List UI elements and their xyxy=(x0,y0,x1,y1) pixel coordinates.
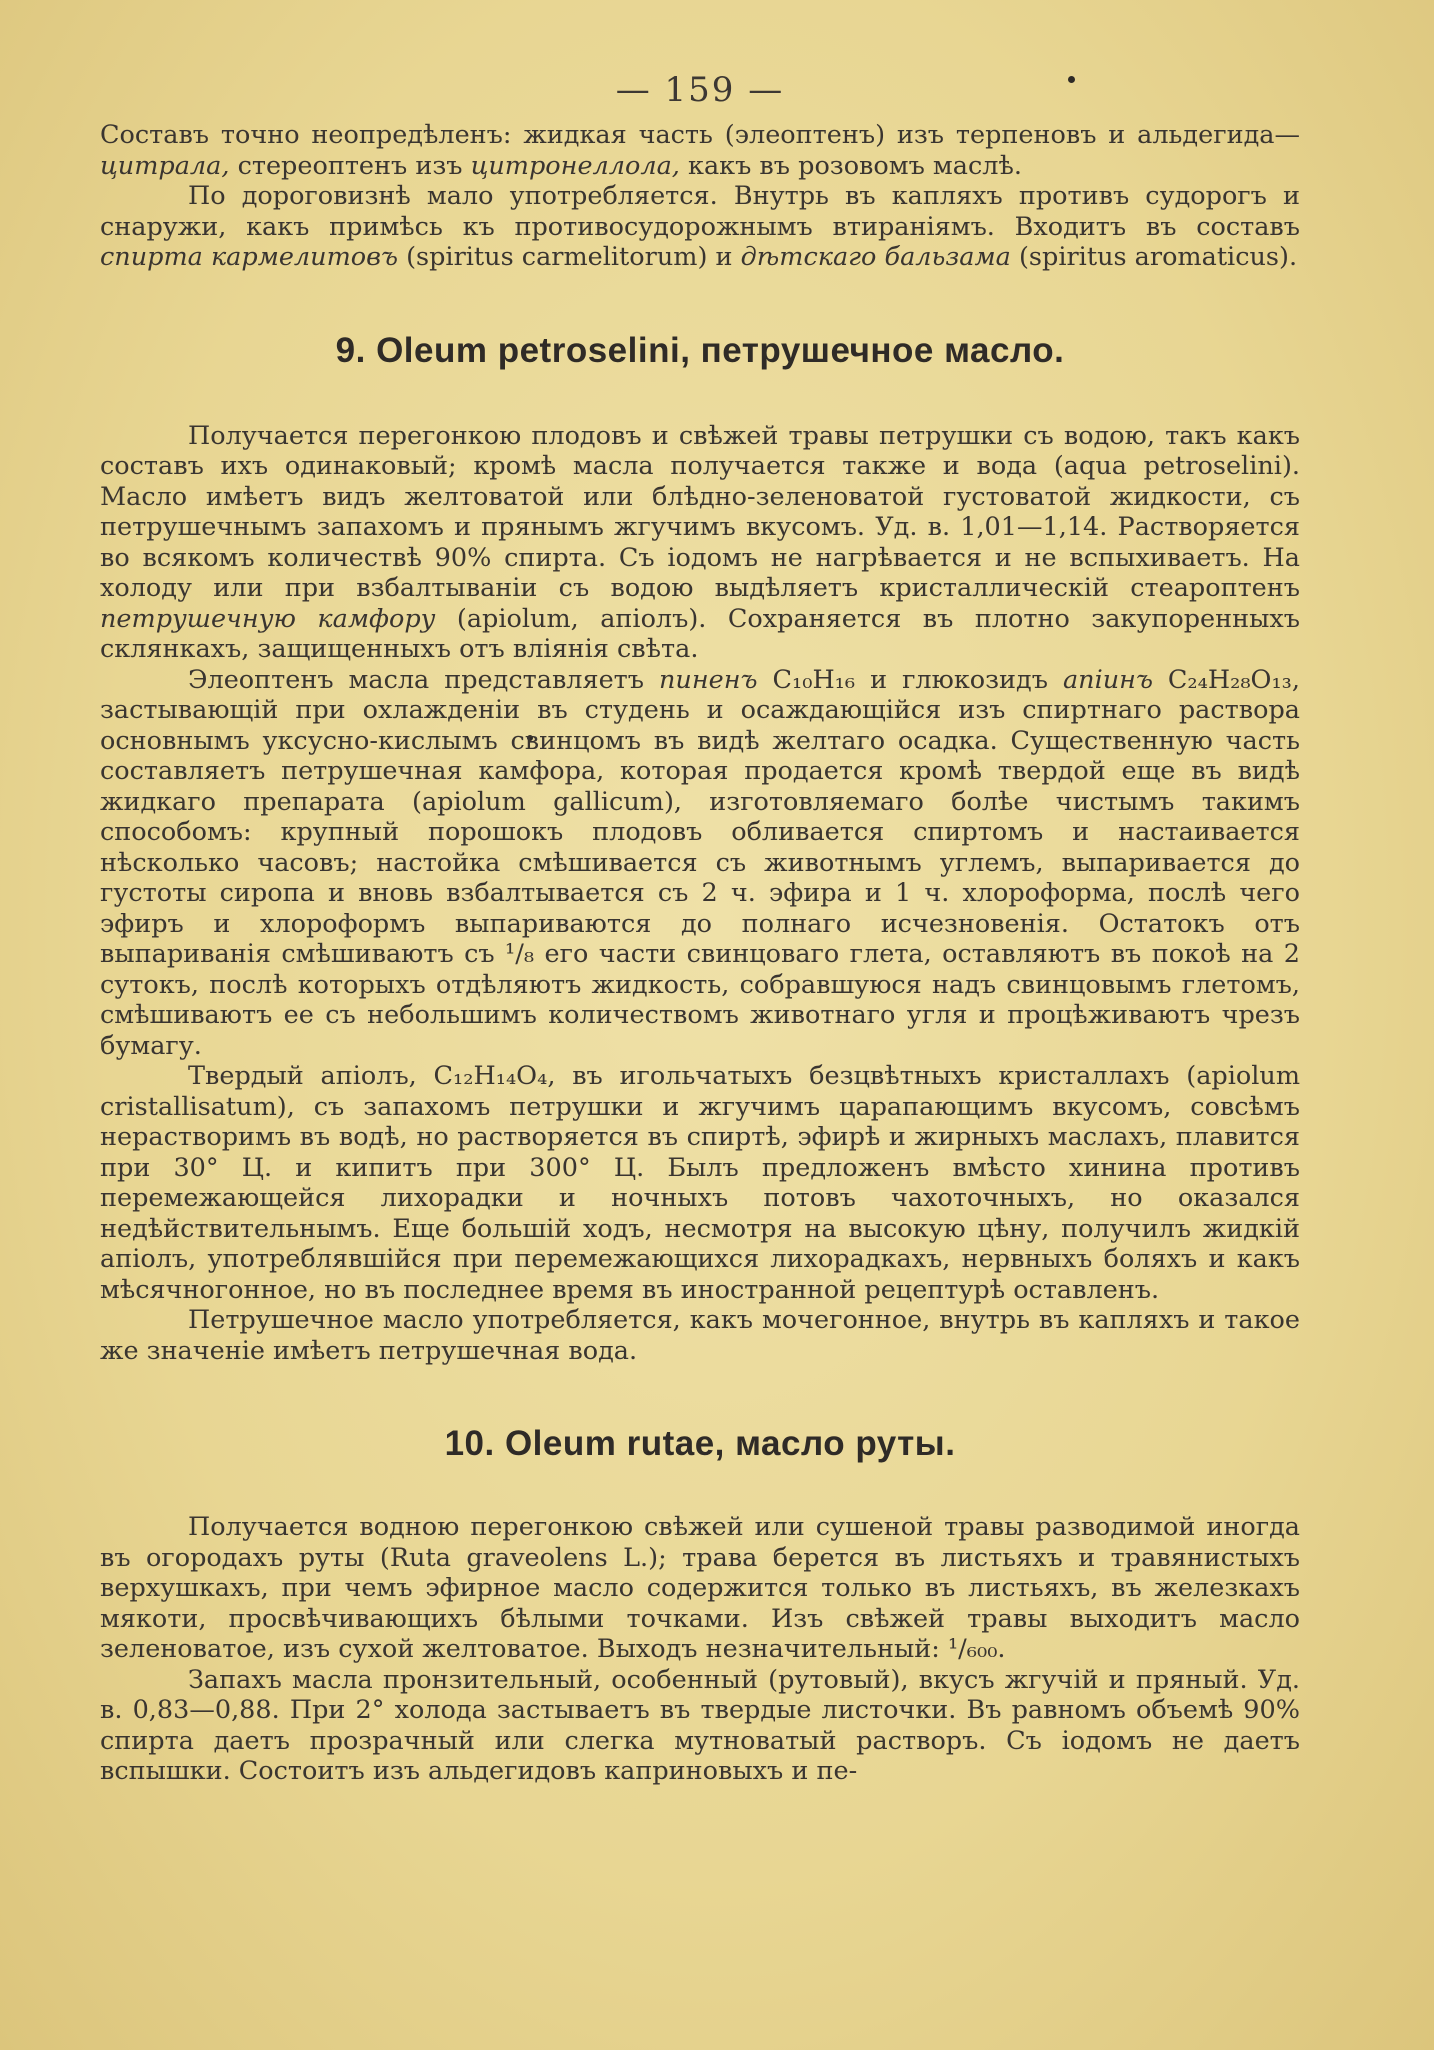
section-heading-rutae: 10. Oleum rutae, масло руты. xyxy=(444,1424,956,1463)
paragraph-rutae-properties: Запахъ масла пронзительный, особенный (рутовый), вкусъ жгучій и пряный. Уд. в. 0,83—0,88. При 2° холода застываетъ въ твердые листочки. Въ равномъ объемѣ 90% спирта даетъ прозрачный или слегка мутноватый растворъ. Съ іодомъ не даетъ вспышки. Состоитъ изъ альдегидовъ каприновыхъ и пе- xyxy=(100,1664,1300,1786)
intro-paragraph-usage: По дороговизнѣ мало употребляется. Внутрь въ капляхъ противъ судорогъ и снаружи, какъ примѣсь къ противосудорожнымъ втираніямъ. Входитъ въ составъ спирта кармелитовъ (spiritus carmelitorum) и дѣтскаго бальзама (spiritus aromaticus). xyxy=(100,181,1300,272)
intro-paragraph-composition: Составъ точно неопредѣленъ: жидкая часть (элеоптенъ) изъ терпеновъ и альдегида—цитрала, стереоптенъ изъ цитронеллола, какъ въ розовомъ маслѣ. xyxy=(100,120,1300,181)
section-heading-petroselini: 9. Oleum petroselini, петрушечное масло. xyxy=(335,330,1065,370)
page xyxy=(100,70,1300,1787)
page-number: — 159 — xyxy=(615,70,785,110)
paragraph-solid-apiol: Твердый апіолъ, C₁₂H₁₄O₄, въ игольчатыхъ безцвѣтныхъ кристаллахъ (apiolum cristallisatum), съ запахомъ петрушки и жгучимъ царапающимъ вкусомъ, совсѣмъ нерастворимъ въ водѣ, но растворяется въ спиртѣ, эфирѣ и жирныхъ маслахъ, плавится при 30° Ц. и кипитъ при 300° Ц. Былъ предложенъ вмѣсто хинина противъ перемежающейся лихорадки и ночныхъ потовъ чахоточныхъ, но оказался недѣйствительнымъ. Еще большій ходъ, несмотря на высокую цѣну, получилъ жидкій апіолъ, употреблявшійся при перемежающихся лихорадкахъ, нервныхъ боляхъ и какъ мѣсячногонное, но въ последнее время въ иностранной рецептурѣ оставленъ. xyxy=(100,1061,1300,1305)
paragraph-rutae-preparation: Получается водною перегонкою свѣжей или сушеной травы разводимой иногда въ огородахъ руты (Ruta graveolens L.); трава берется въ листьяхъ и травянистыхъ верхушкахъ, при чемъ эфирное масло содержится только въ листьяхъ, въ железкахъ мякоти, просвѣчивающихъ бѣлыми точками. Изъ свѣжей травы выходитъ масло зеленоватое, изъ сухой желтоватое. Выходъ незначительный: ¹/₆₀₀. xyxy=(100,1512,1300,1664)
paragraph-petroselini-usage: Петрушечное масло употребляется, какъ мочегонное, внутрь въ капляхъ и такое же значеніе имѣетъ петрушечная вода. xyxy=(100,1305,1300,1366)
paragraph-petroselini-preparation: Получается перегонкою плодовъ и свѣжей травы петрушки съ водою, такъ какъ составъ ихъ одинаковый; кромѣ масла получается также и вода (aqua petroselini). Масло имѣетъ видъ желтоватой или блѣдно-зеленоватой густоватой жидкости, съ петрушечнымъ запахомъ и прянымъ жгучимъ вкусомъ. Уд. в. 1,01—1,14. Растворяется во всякомъ количествѣ 90% спирта. Съ іодомъ не нагрѣвается и не вспыхиваетъ. На холоду или при взбалтываніи съ водою выдѣляетъ кристаллическій стеароптенъ петрушечную камфору (apiolum, апіолъ). Сохраняется въ плотно закупоренныхъ склянкахъ, защищенныхъ отъ вліянія свѣта. xyxy=(100,420,1301,664)
paragraph-petroselini-composition: Элеоптенъ масла представляетъ пиненъ C₁₀H₁₆ и глюкозидъ апіинъ C₂₄H₂₈O₁₃, застывающій при охлажденіи въ студень и осаждающійся изъ спиртнаго раствора основнымъ уксусно-кислымъ свинцомъ въ видѣ желтаго осадка. Существенную часть составляетъ петрушечная камфора, которая продается кромѣ твердой еще въ видѣ жидкаго препарата (apiolum gallicum), изготовляемаго болѣе чистымъ такимъ способомъ: крупный порошокъ плодовъ обливается спиртомъ и настаивается нѣсколько часовъ; настойка смѣшивается съ животнымъ углемъ, выпаривается до густоты сиропа и вновь взбалтывается съ 2 ч. эфира и 1 ч. хлороформа, послѣ чего эфиръ и хлороформъ выпариваются до полнаго исчезновенія. Остатокъ отъ выпариванія смѣшиваютъ съ ¹/₈ его части свинцоваго глета, оставляютъ въ покоѣ на 2 сутокъ, послѣ которыхъ отдѣляютъ жидкость, собравшуюся надъ свинцовымъ глетомъ, смѣшиваютъ ее съ небольшимъ количествомъ животнаго угля и процѣживаютъ чрезъ бумагу. xyxy=(100,664,1301,1061)
